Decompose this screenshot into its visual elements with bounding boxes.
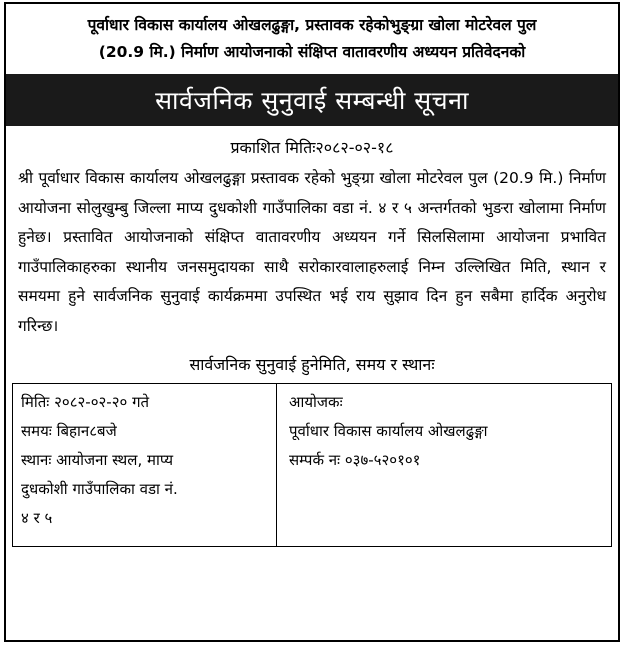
organizer-cell bbox=[277, 384, 611, 546]
hearing-time: समयः बिहान८बजे bbox=[21, 422, 117, 440]
hearing-date: मितिः २०८२-०२-२० गते bbox=[21, 393, 150, 411]
organizer-name: पूर्वाधार विकास कार्यालय ओखलढुङ्गा bbox=[289, 422, 488, 440]
hearing-place-line-1: स्थानः आयोजना स्थल, माप्य bbox=[21, 451, 174, 469]
header-line-1: पूर्वाधार विकास कार्यालय ओखलढुङ्गा, प्रस्तावक रहेकोभुङ्ग्रा खोला मोटरेवल पुल bbox=[87, 16, 537, 34]
notice-header bbox=[6, 4, 618, 72]
notice-body: श्री पूर्वाधार विकास कार्यालय ओखलढुङ्गा प्रस्तावक रहेको भुङ्ग्रा खोला मोटरेवल पुल (20.9 मि.) निर्माण आयोजना सोलुखुम्बु जिल्ला माप्य दुधकोशी गाउँपालिका वडा नं. ४ र ५ अन्तर्गतको भुङरा खोलामा निर्माण हुनेछ। प्रस्तावित आयोजनाको संक्षिप्त वातावरणीय अध्ययन गर्ने सिलसिलामा आयोजना प्रभावित गाउँपालिकाहरुका स्थानीय जनसमुदायका साथै सरोकारवालाहरुलाई निम्न उल्लिखित मिति, स्थान र समयमा हुने सार्वजनिक सुनुवाई कार्यक्रममा उपस्थित भई राय सुझाव दिन हुन सबैमा हार्दिक अनुरोध गरिन्छ। bbox=[18, 169, 606, 335]
public-notice bbox=[4, 2, 620, 642]
published-date: प्रकाशित मितिः२०८२-०२-१८ bbox=[230, 138, 394, 157]
hearing-place-line-3: ४ र ५ bbox=[21, 509, 53, 527]
organizer-contact: सम्पर्क नः ०३७-५२०१०१ bbox=[289, 451, 421, 469]
hearing-schedule-cell bbox=[13, 384, 277, 546]
notice-title: सार्वजनिक सुनुवाई सम्बन्धी सूचना bbox=[155, 86, 469, 115]
notice-title-banner bbox=[6, 74, 618, 126]
header-line-2: (20.9 मि.) निर्माण आयोजनाको संक्षिप्त वातावरणीय अध्ययन प्रतिवेदनको bbox=[98, 43, 526, 61]
hearing-details-table bbox=[12, 383, 612, 547]
hearing-details-heading: सार्वजनिक सुनुवाई हुनेमिति, समय र स्थानः bbox=[189, 355, 435, 374]
hearing-place-line-2: दुधकोशी गाउँपालिका वडा नं. bbox=[21, 480, 178, 498]
organizer-label: आयोजकः bbox=[289, 393, 343, 411]
